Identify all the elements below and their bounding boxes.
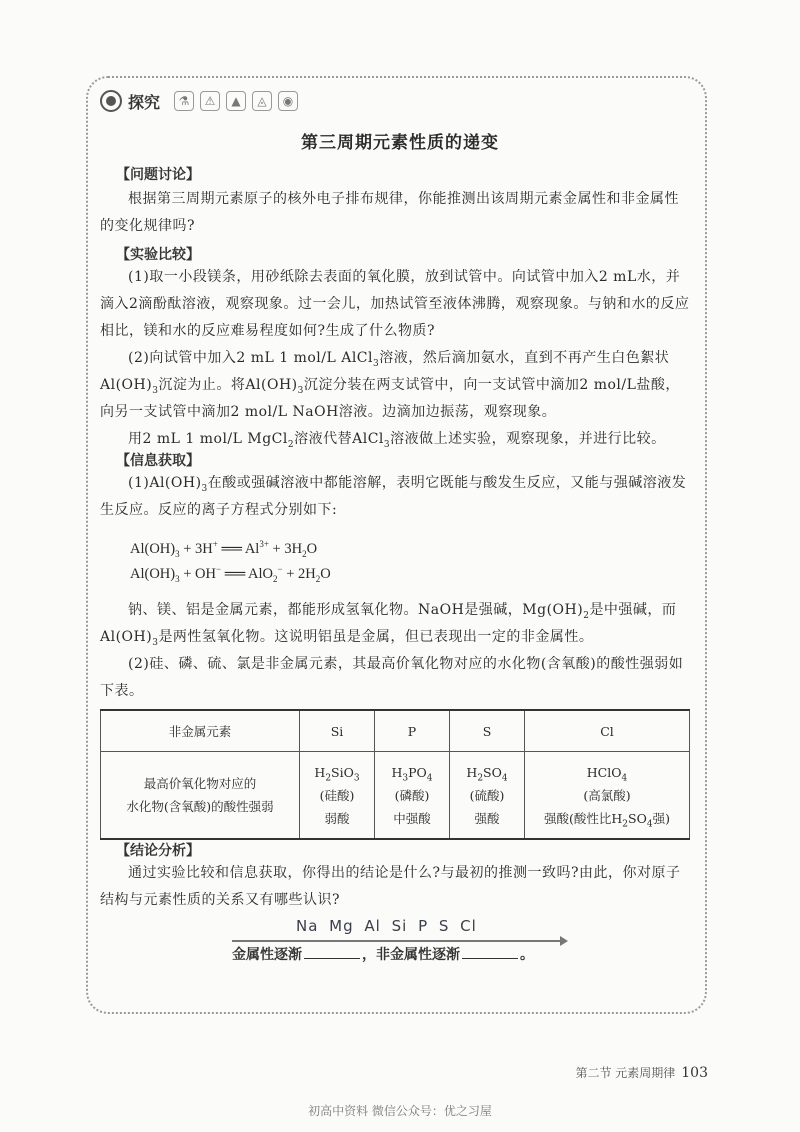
flask-icon: ⚗ <box>174 91 194 111</box>
page-footer <box>575 1064 708 1081</box>
discussion-text: 根据第三周期元素原子的核外电子排布规律，你能推测出该周期元素金属性和非金属性的变化规律吗? <box>100 191 679 234</box>
table-header-row <box>101 710 690 752</box>
info-1: $(1)Al(OH)_3$在酸或强碱溶液中都能溶解，表明它既能与酸发生反应，又能与强碱溶液发生反应。反应的离子方程式分别如下: <box>100 475 687 518</box>
nonmetal-trend-label: ，非金属性逐渐 <box>362 947 460 963</box>
wash-icon: ◬ <box>252 91 272 111</box>
goggles-icon: ◉ <box>278 91 298 111</box>
table-row <box>101 752 690 840</box>
section-experiment: 【实验比较】 <box>116 247 200 263</box>
table-row-label: 最高价氧化物对应的 水化物(含氧酸)的酸性强弱 <box>101 752 300 840</box>
table-cell-si: $H_2SiO_3$ (硅酸) 弱酸 <box>300 752 375 840</box>
table-col-si: Si <box>300 710 375 752</box>
equation-acid: $Al(OH)_3 + 3H^+$ ══ $Al^{3+} + 3H_2O$ <box>130 539 318 559</box>
inquiry-header <box>100 88 298 114</box>
conclusion-text: 通过实验比较和信息获取，你得出的结论是什么?与最初的推测一致吗?由此，你对原子结构与元素性质的关系又有哪些认识? <box>100 865 681 908</box>
source-note: 初高中资料 微信公众号：优之习屋 <box>308 1104 492 1118</box>
period: 。 <box>520 947 534 963</box>
table-cell-p: $H_3PO_4$ (磷酸) 中强酸 <box>375 752 450 840</box>
conclusion-fill-in <box>232 944 534 964</box>
section-info: 【信息获取】 <box>116 453 200 469</box>
section-conclusion: 【结论分析】 <box>116 843 200 859</box>
safety-icons <box>174 91 298 111</box>
footer-section: 第二节 元素周期律 <box>575 1066 676 1080</box>
table-col-p: P <box>375 710 450 752</box>
equation-base: $Al(OH)_3 + OH^-$ ══ $AlO_2^- + 2H_2O$ <box>130 564 331 584</box>
inquiry-label: 探究 <box>128 92 161 112</box>
trend-arrow <box>232 940 562 942</box>
flame-icon: ▲ <box>226 91 246 111</box>
info-3: (2)硅、磷、硫、氯是非金属元素，其最高价氧化物对应的水化物(含氧酸)的酸性强弱如下表。 <box>100 656 684 699</box>
table-col-s: S <box>450 710 525 752</box>
element-sequence: Na Mg Al Si P S Cl <box>296 917 477 935</box>
info-2: 钠、镁、铝是金属元素，都能形成氢氧化物。NaOH是强碱，$Mg(OH)_2$是中强碱，而$Al(OH)_3$是两性氢氧化物。这说明铝虽是金属，但已表现出一定的非金属性。 <box>100 602 677 648</box>
metal-trend-label: 金属性逐渐 <box>232 947 302 963</box>
page-title: 第三周期元素性质的递变 <box>301 133 499 153</box>
table-cell-cl: HClO$_4$ (高氯酸) 强酸(酸性比$H_2SO_4$强) <box>525 752 690 840</box>
table-corner: 非金属元素 <box>101 710 300 752</box>
experiment-2: (2)向试管中加入2 mL 1 mol/L AlCl$_3$溶液，然后滴加氨水，直到不再产生白色絮状$Al(OH)_3$沉淀为止。将$Al(OH)_3$沉淀分装在两支试管中，向一支试管中滴加2 mol/L盐酸，向另一支试管中滴加2 mol/L NaOH溶液。边滴加边振荡，观察现象。 <box>100 350 680 420</box>
experiment-1: (1)取一小段镁条，用砂纸除去表面的氧化膜，放到试管中。向试管中加入2 mL水，并滴入2滴酚酞溶液，观察现象。过一会儿，加热试管至液体沸腾，观察现象。与钠和水的反应相比，镁和水的反应难易程度如何?生成了什么物质? <box>100 269 690 339</box>
table-col-cl: Cl <box>525 710 690 752</box>
metal-blank <box>304 958 360 959</box>
page-number: 103 <box>681 1065 708 1081</box>
target-icon <box>100 90 122 112</box>
nonmetal-blank <box>462 958 518 959</box>
table-cell-s: $H_2SO_4$ (硫酸) 强酸 <box>450 752 525 840</box>
acid-table <box>100 709 690 840</box>
caution-icon: ⚠ <box>200 91 220 111</box>
section-discussion: 【问题讨论】 <box>116 167 200 183</box>
experiment-3: 用2 mL 1 mol/L MgCl$_2$溶液代替AlCl$_3$溶液做上述实验，观察现象，并进行比较。 <box>128 431 666 450</box>
